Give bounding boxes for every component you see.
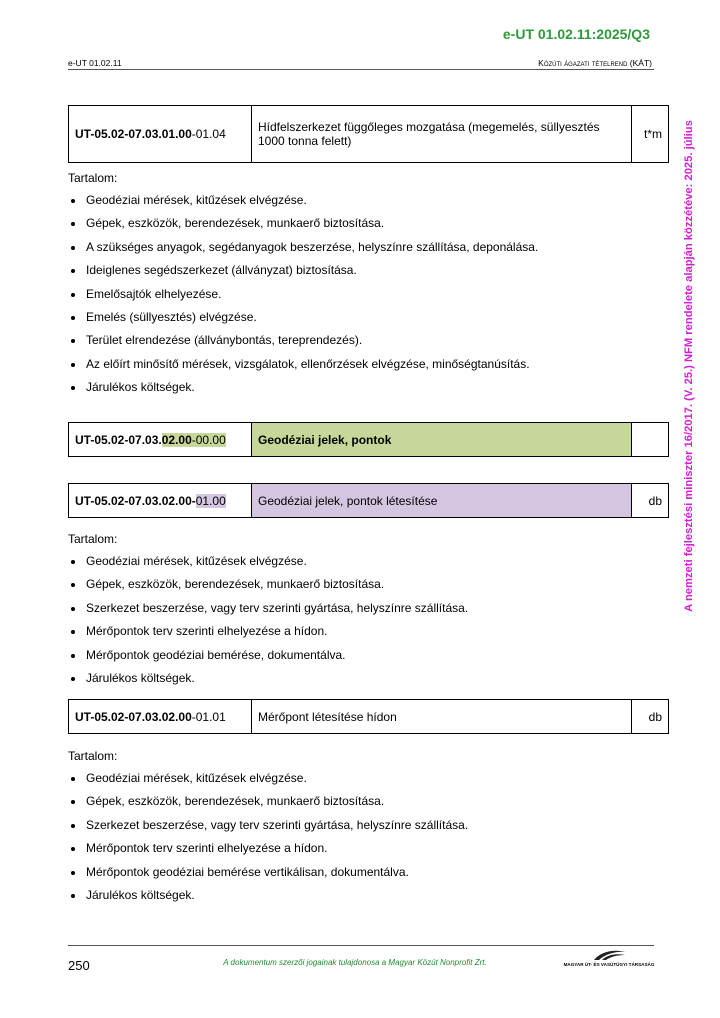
item-code [69,423,252,457]
content-label: Tartalom: [68,532,118,546]
item-code [69,106,252,163]
logo-text: MAGYAR ÚT- ÉS VASÚTÜGYI TÁRSASÁG [563,962,655,967]
header-doc-id: e-UT 01.02.11 [68,58,122,68]
item-code-prefix: UT-05.02-07.03.01.00 [75,127,192,141]
item-table [68,699,669,734]
item-row [69,700,669,734]
content-list [68,550,654,690]
list-item: Geodéziai mérések, kitűzések elvégzése. [68,767,654,790]
item-code-prefix: UT-05.02-07.03.02.00 [75,709,192,724]
item-code [69,700,252,734]
group-title: Geodéziai jelek, pontok [252,423,632,457]
item-code-suffix: -00.00 [191,432,226,447]
item-code-prefix: UT-05.02-07.03.02.00 [75,493,192,508]
item-row [69,106,669,163]
footer-divider [68,945,654,946]
item-title: Hídfelszerkezet függőleges mozgatása (megemelés, süllyesztés 1000 tonna felett) [252,106,632,163]
item-table [68,105,669,163]
list-item: Geodéziai mérések, kitűzések elvégzése. [68,550,654,573]
list-item: Az előírt minősítő mérések, vizsgálatok, ellenőrzések elvégzése, minőségtanúsítás. [68,353,654,376]
item-code-dash: - [191,493,196,508]
item-row [69,484,669,518]
item-code-suffix: -01.01 [191,709,226,724]
item-content [68,167,654,400]
item-title: Mérőpont létesítése hídon [252,700,632,734]
list-item: Járulékos költségek. [68,376,654,399]
header-divider [68,69,654,70]
document-code: e-UT 01.02.11:2025/Q3 [502,26,650,42]
list-item: Szerkezet beszerzése, vagy terv szerinti gyártása, helyszínre szállítása. [68,597,654,620]
list-item: Ideiglenes segédszerkezet (állványzat) biztosítása. [68,259,654,282]
road-society-logo-icon [593,948,627,962]
item-code [69,484,252,518]
item-table [68,483,669,518]
content-label: Tartalom: [68,749,118,763]
item-code-highlight: 02.00 [161,432,192,447]
list-item: Mérőpontok terv szerinti elhelyezése a hídon. [68,837,654,860]
item-unit [632,423,669,457]
list-item: Mérőpontok terv szerinti elhelyezése a hídon. [68,620,654,643]
item-unit: t*m [632,106,669,163]
list-item: Gépek, eszközök, berendezések, munkaerő biztosítása. [68,790,654,813]
item-code-suffix: -01.04 [191,127,226,141]
list-item: Mérőpontok geodéziai bemérése vertikálisan, dokumentálva. [68,861,654,884]
list-item: Gépek, eszközök, berendezések, munkaerő biztosítása. [68,573,654,596]
group-table [68,422,669,457]
item-row [69,423,669,457]
list-item: Terület elrendezése (állványbontás, tereprendezés). [68,329,654,352]
item-unit: db [632,484,669,518]
item-code-suffix: 01.00 [195,493,226,508]
list-item: Emelés (süllyesztés) elvégzése. [68,306,654,329]
road-society-logo [563,948,655,972]
item-code-prefix: UT-05.02-07.03. [75,432,162,447]
list-item: Gépek, eszközök, berendezések, munkaerő biztosítása. [68,212,654,235]
list-item: Mérőpontok geodéziai bemérése, dokumentálva. [68,644,654,667]
list-item: Járulékos költségek. [68,667,654,690]
content-list [68,189,654,400]
list-item: Emelősajtók elhelyezése. [68,283,654,306]
header-doc-title: Közúti ágazati tételrend (KÁT) [538,58,652,68]
copyright-notice: A dokumentum szerzői jogainak tulajdonosa a Magyar Közút Nonprofit Zrt. [223,958,487,967]
list-item: Geodéziai mérések, kitűzések elvégzése. [68,189,654,212]
item-content [68,745,654,907]
item-content [68,528,654,690]
list-item: Szerkezet beszerzése, vagy terv szerinti gyártása, helyszínre szállítása. [68,814,654,837]
list-item: A szükséges anyagok, segédanyagok beszerzése, helyszínre szállítása, deponálása. [68,236,654,259]
side-note-text: A nemzeti fejlesztési miniszter 16/2017. (V. 25.) NFM rendelete alapján közzétéve: 2025. július [683,120,695,612]
page-number: 250 [68,958,90,973]
item-unit: db [632,700,669,734]
list-item: Járulékos költségek. [68,884,654,907]
content-label: Tartalom: [68,171,118,185]
item-title: Geodéziai jelek, pontok létesítése [252,484,632,518]
content-list [68,767,654,907]
